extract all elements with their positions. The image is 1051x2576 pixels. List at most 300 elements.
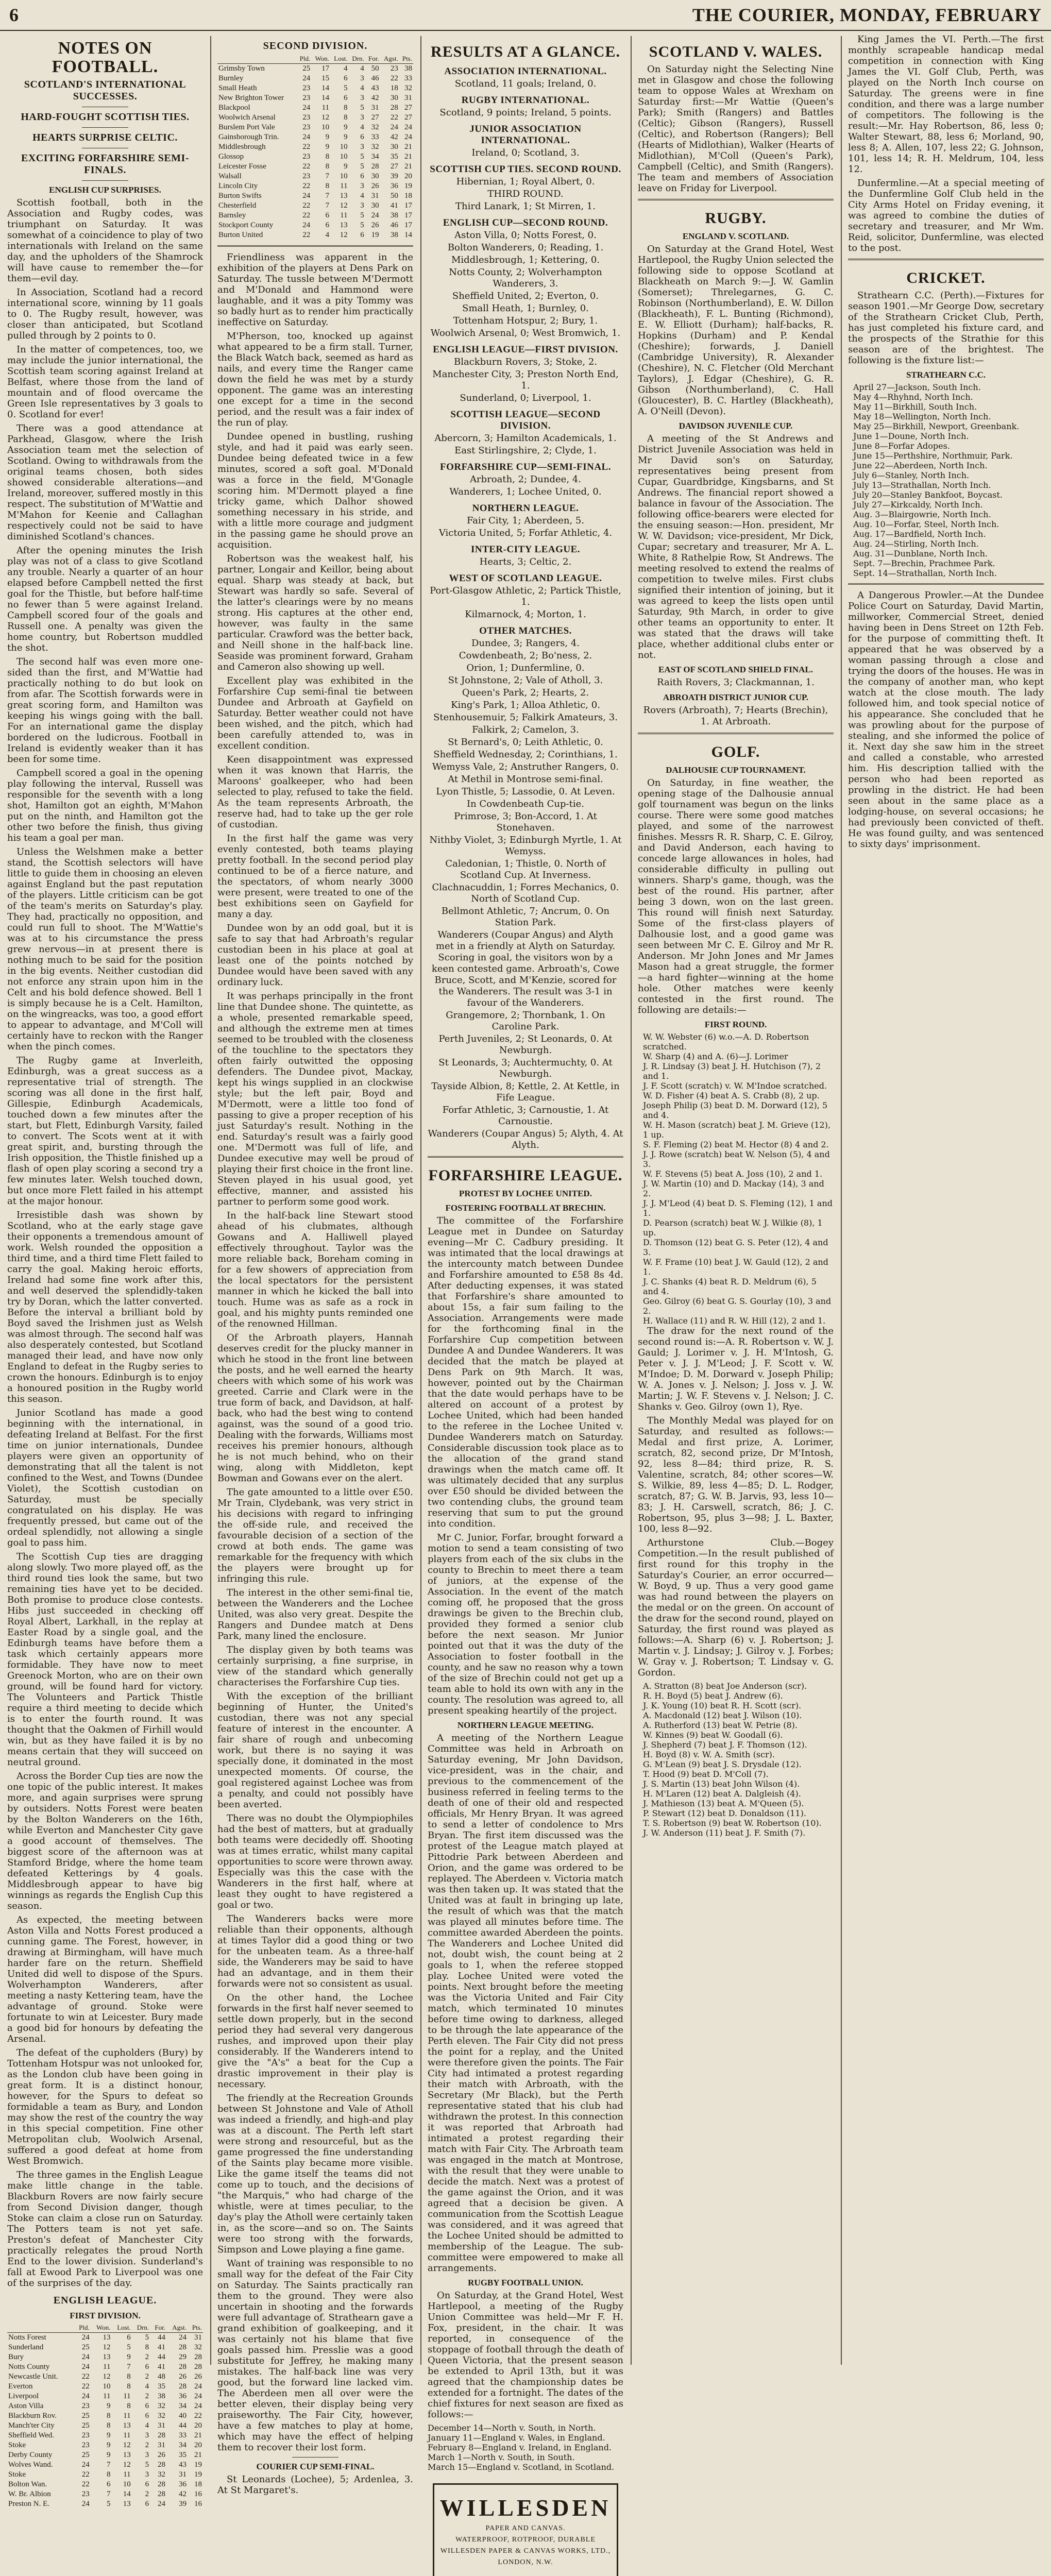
column-1 <box>0 34 210 2509</box>
table-row <box>7 2480 203 2489</box>
column-2 <box>210 34 420 2496</box>
report-paragraph: Dundee won by an odd goal, but it is safe to say that had Arbroath's regular custodian been in his place at goal at least one of the points notched by Dundee would have been saved with any ordinary luck. <box>217 923 413 988</box>
table-cell: 8 <box>127 2402 131 2411</box>
team-name: Grimsby Town <box>218 64 265 73</box>
notes-paragraph: The Rugby game at Inverleith, Edinburgh, was a great success as a representative trial of strength. The scoring was all done in the first half, Gillespie, Edinburgh Academicals, touched down a few minutes after the start, but Flett, Edinburgh Varsity, failed to convert. The Scots went at it with great spirit, and, bursting through the Irish opposition, the Thistle finished up a flash of open play scoring a second try a few minutes later. Welsh touched down, but once more Flett failed in his attempt at the major honour. <box>7 1055 203 1207</box>
table-cell: 24 <box>371 211 379 219</box>
team-name: Walsall <box>218 172 242 180</box>
table-cell: 22 <box>302 162 311 171</box>
table-cell: 13 <box>340 192 348 200</box>
table-row <box>7 2460 203 2470</box>
table-cell: 24 <box>302 221 311 229</box>
table-cell: 31 <box>194 2333 202 2342</box>
result-line: Scotland, 11 goals; Ireland, 0. <box>454 78 597 89</box>
result-line: Scotland, 9 points; Ireland, 5 points. <box>439 107 612 118</box>
table-cell: 26 <box>371 221 379 229</box>
notes-paragraph: The Scottish Cup ties are dragging along slowly. Two more played off, as the third round ties look the same, but two remaining ties have yet to be decided. Both promise to produce close contests. Hibs just succeeded in checking off Royal Albert, Larkhall, in the replay at Easter Road by a single goal, and the Edinburgh teams have before them a task which certainly appears more formidable. They have now to meet Greenock Morton, who are on their own ground, will be found hard for victory. The Volunteers and Partick Thistle require a third meeting to decide which is to enter the fourth round. It was thought that the Oakmen of Firhill would win, but as they have failed it is by no means certain that they will succeed on neutral ground. <box>7 1551 203 1768</box>
table-cell: 32 <box>157 2402 165 2411</box>
table-cell: 31 <box>157 2441 165 2450</box>
table-cell: 23 <box>302 94 311 102</box>
table-cell: 22 <box>302 211 311 219</box>
golf-draw-line: J. S. Martin (13) beat John Wilson (4). <box>643 1779 800 1789</box>
table-cell: 23 <box>81 2490 90 2499</box>
table-cell: 5 <box>360 211 364 219</box>
first-round-title: FIRST ROUND. <box>704 1020 767 1029</box>
notes-paragraph: Unless the Welshmen make a better stand, the Scottish selectors will have little to guide them in choosing an eleven against England but the past reputation of the players. Little criticism can be got of the team's merits on Saturday's play. They had, practically no opposition, and could run full to shoot. The M'Wattie's was at to his circumstance the press grew nervous—in at present there is nothing much to be said for the position in the big events. Neither custodian did not enforce any strain upon him in the Celt and his bold defence showed. Bell 1 is simply because he is a Celt. Hamilton, on the wingreacks, was too, a good effort to appear to advantage, and M'Coll will certainly have to reckon with the Ranger when the pinch comes. <box>7 846 203 1053</box>
fixture-line: Aug. 3—Blairgowrie, North Inch. <box>853 510 991 519</box>
rugby-union-title: RUGBY FOOTBALL UNION. <box>468 2278 583 2287</box>
fixture-line: Aug. 10—Forfar, Steel, North Inch. <box>853 519 999 529</box>
golf-draw-line: T. Hood (9) beat D. M'Coll (7). <box>643 1769 769 1779</box>
report-paragraph: Of the Arbroath players, Hannah deserves credit for the plucky manner in which he stood in the front line between the posts, and he well earned the hearty cheers with which some of his work was greeted. Carrie and Clark were in the true form of back, and Davidson, at half-back, who had the best wing to contend against, was the sound of a good trio. Dealing with the forwards, Williams most receives his premier honours, although he is not much behind, who on their wing, along with Middleton, kept Bowman and Gowans ever on the alert. <box>217 1332 413 1484</box>
golf-draw-line: D. Thomson (12) beat G. S. Peter (12), 4 and 3. <box>643 1238 828 1257</box>
table-header: Pts. <box>399 54 413 64</box>
table-row <box>217 172 413 181</box>
scotland-wales-body: On Saturday night the Selecting Nine met in Glasgow and chose the following team to oppose Wales at Wrexham on Saturday first:—Mr Wattie (Queen's Park); Smith (Rangers) and Battles (Celtic); Gibson (Rangers), Russell (Celtic), and Robertson (Rangers); Bell (Hearts of Midlothian), Walker (Hearts of Midlothian), M'Coll (Queen's Park), Campbell (Celtic), and Smith (Rangers). The team and members of Association leave on Friday for Liverpool. <box>638 64 834 194</box>
table-cell: 10 <box>340 152 348 161</box>
fixture-line: June 15—Perthshire, Northmuir, Park. <box>853 451 1013 461</box>
table-cell: 28 <box>371 162 379 171</box>
courier-cup-title: COURIER CUP SEMI-FINAL. <box>256 2462 375 2471</box>
table-header: Pld. <box>296 54 311 64</box>
result-line: Wanderers, 1; Lochee United, 0. <box>449 486 602 497</box>
table-cell: 28 <box>194 2363 202 2371</box>
table-cell: 6 <box>344 74 348 82</box>
table-row <box>217 152 413 162</box>
table-cell: 27 <box>404 113 412 122</box>
result-line: Queen's Park, 2; Hearts, 2. <box>462 687 589 698</box>
table-cell: 12 <box>123 2441 131 2450</box>
table-cell: 24 <box>194 2402 202 2411</box>
result-line: Stenhousemuir, 5; Falkirk Amateurs, 3. <box>433 712 618 723</box>
table-cell: 9 <box>344 133 348 141</box>
fixture-line: July 20—Stanley Bankfoot, Boycast. <box>853 490 1003 500</box>
result-line: Woolwich Arsenal, 0; West Bromwich, 1. <box>430 328 621 338</box>
result-line: Wemyss Vale, 2; Anstruther Rangers, 0. <box>432 761 619 772</box>
team-name: Small Heath <box>218 84 257 92</box>
table-cell: 5 <box>145 2461 149 2469</box>
table-cell: 24 <box>81 2500 90 2509</box>
willesden-advert <box>433 2483 618 2576</box>
report-paragraph: The interest in the other semi-final tie, between the Wanderers and the Lochee United, was also very great. Despite the Rangers and Dundee match at Dens Park, many lined the enclosure. <box>217 1587 413 1641</box>
golf-draw-line: H. Boyd (8) v. W. A. Smith (scr). <box>643 1750 775 1759</box>
table-cell: 8 <box>325 162 330 171</box>
table-cell: 32 <box>371 143 379 151</box>
divider <box>848 259 1044 260</box>
table-cell: 23 <box>81 2402 90 2411</box>
table-cell: 22 <box>81 2480 90 2489</box>
divider <box>428 1156 623 1158</box>
golf-draw-line: R. H. Boyd (5) beat J. Andrew (6). <box>643 1691 783 1701</box>
table-row <box>7 2499 203 2509</box>
table-cell: 23 <box>302 172 311 180</box>
table-row <box>7 2382 203 2392</box>
table-cell: 24 <box>157 2500 165 2509</box>
newspaper-title: THE COURIER, MONDAY, FEBRUARY <box>692 5 1042 25</box>
notes-paragraph: As expected, the meeting between Aston Villa and Notts Forest produced a cunning game. The Forest, however, in drawing at Birmingham, will have much harder fare on the return. Sheffield United did well to dispose of the Spurs. Wolverhampton Wanderers, after meeting a nasty Kettering team, have the advantage of ground. Stoke were fortunate to win at Leicester. Bury made a good bid for honours by defeating the Arsenal. <box>7 1914 203 2045</box>
fixture-line: Sept. 7—Brechin, Prachmee Park. <box>853 558 995 568</box>
table-cell: 24 <box>81 2363 90 2371</box>
result-line: Lyon Thistle, 5; Lassodie, 0. At Leven. <box>436 786 615 797</box>
team-name: New Brighton Tower <box>218 94 284 102</box>
table-cell: 28 <box>390 104 398 112</box>
result-line: Dundee, 3; Rangers, 4. <box>471 638 580 649</box>
table-cell: 23 <box>302 123 311 131</box>
table-cell: 30 <box>371 172 379 180</box>
table-cell: 38 <box>157 2392 165 2401</box>
report-paragraph: On the other hand, the Lochee forwards in the first half never seemed to settle down properly, but in the second period they had several very dangerous rushes, and improved upon their play considerably. If the Wanderers intend to give the "A's" a beat for the Cup a drastic improvement in their play is necessary. <box>217 1992 413 2090</box>
divider <box>848 583 1044 585</box>
report-paragraph: Friendliness was apparent in the exhibition of the players at Dens Park on Saturday. The tussle between M'Dermott and M'Donald and Hammond were laughable, and it was a pity Tommy was so badly hurt as to render him practically ineffective on Saturday. <box>217 252 413 328</box>
cup-subhead: ENGLISH CUP SURPRISES. <box>49 185 161 195</box>
team-name: Bolton Wan. <box>8 2480 47 2489</box>
rugby-union-line: March 15—England v. Scotland, in Scotland. <box>428 2462 615 2472</box>
table-cell: 36 <box>179 2480 187 2489</box>
table-header: Pld. <box>74 2323 91 2333</box>
arthurstone-body: Arthurstone Club.—Bogey Competition.—In the result published of first round for this trophy in the Saturday's Courier, an error occurred—W. Boyd, 9 up. Thus a very good game was had round between the players on the medal or on the green. On account of the draw for the second round, played on Saturday, the first round was played as follows:—A. Sharp (6) v. J. Robertson; J. Martin v. J. Lindsay; J. Gilroy v. J. Forbes; W. Gray v. J. Robertson; T. Lindsay v. G. Gordon. <box>638 1537 834 1678</box>
team-name: Glossop <box>218 152 244 161</box>
result-line: Middlesbrough, 1; Kettering, 0. <box>451 255 600 265</box>
table-cell: 42 <box>390 133 398 141</box>
notes-paragraph: Campbell scored a goal in the opening play following the interval, Russell was responsible for the seventh with a long shot, Hamilton got an eighth, M'Mahon put on the ninth, and Hamilton got the other two before the finish, thus giving his team a goal per man. <box>7 768 203 844</box>
table-cell: 4 <box>344 64 348 73</box>
table-header: For. <box>150 2323 166 2333</box>
table-cell: 32 <box>157 2470 165 2479</box>
table-row <box>217 132 413 142</box>
table-header: Agst. <box>380 54 399 64</box>
table-cell: 24 <box>302 133 311 141</box>
table-cell: 23 <box>390 64 398 73</box>
table-cell: 22 <box>81 2372 90 2381</box>
fixture-line: May 18—Wellington, North Inch. <box>853 412 991 421</box>
result-heading: SCOTTISH LEAGUE—SECOND DIVISION. <box>450 409 601 431</box>
table-cell: 23 <box>81 2441 90 2450</box>
result-heading: SCOTTISH CUP TIES. SECOND ROUND. <box>430 164 621 175</box>
table-row <box>217 221 413 230</box>
table-cell: 43 <box>179 2461 187 2469</box>
report-paragraph: Excellent play was exhibited in the Forfarshire Cup semi-final tie between Dundee and Arbroath at Gayfield on Saturday. Better weather could not have been wished, and the pitch, which had been carefully attended to, was in excellent condition. <box>217 675 413 751</box>
report-paragraph: It was perhaps principally in the front line that Dundee shone. The quintette, as a whole, presented remarkable speed, and although the extreme men at times seemed to be troubled with the closeness of the touchline to the spectators they often fairly outwitted the opposing defenders. The Dundee pivot, Mackay, kept his wings supplied in an clockwise style; but the left pair, Boyd and M'Dermott, were a little too fond of passing to give a proper reception of his just Saturday's result. Nothing in the end. Saturday's result was a fairly good one. M'Dermott was full of life, and Dundee executive may well be proud of playing their first choice in the front line. Steven played in his usual good, yet effective, manner, and assisted his partner to perform some good work. <box>217 991 413 1207</box>
table-cell: 4 <box>325 231 330 239</box>
table-row <box>217 64 413 74</box>
result-line: St Johnstone, 2; Vale of Atholl, 3. <box>448 675 603 686</box>
dalhousie-title: DALHOUSIE CUP TOURNAMENT. <box>666 765 806 775</box>
table-cell: 28 <box>179 2363 187 2371</box>
table-row <box>7 2333 203 2343</box>
table-cell: 7 <box>325 201 330 210</box>
result-line: At Methil in Montrose semi-final. <box>448 774 603 785</box>
table-cell: 22 <box>302 182 311 190</box>
report-paragraph: There was no doubt the Olympiophiles had the best of matters, but at gradually both teams were decidedly off. Shooting was at times erratic, whilst many capital opportunities to score were thrown away. Especially was this the case with the Wanderers in the first half, where at least they ought to have registered a goal or two. <box>217 1813 413 1910</box>
table-cell: 31 <box>157 2421 165 2430</box>
divider <box>638 199 834 200</box>
table-cell: 24 <box>302 192 311 200</box>
result-line: Port-Glasgow Athletic, 2; Partick Thistle, 1. <box>430 585 621 607</box>
result-line: Arbroath, 2; Dundee, 4. <box>470 474 581 485</box>
notes-paragraph: Scottish football, both in the Association and Rugby codes, was triumphant on Saturday. It was somewhat of a coincidence to play of two internationals with Ireland on the same day, and the upholders of the Shamrock will have cause to remember the—for them—evil day. <box>7 197 203 284</box>
table-header: Agst. <box>166 2323 188 2333</box>
northern-paragraph: A meeting of the Northern League Committee was held in Arbroath on Saturday evening, Mr John Davidson, vice-president, was in the chair, and previous to the commencement of the business referred in feeling terms to the death of one of their old and respected officials, Mr Henry Bryan. It was agreed to send a letter of condolence to Mrs Bryan. The first item discussed was the protest of the League match played at Pittodrie Park between Aberdeen and Orion, and the game was ordered to be replayed. The Aberdeen v. Victoria match was then taken up. It was stated that the United was at fault in bringing up late, the result of which was that the match was played all minutes before time. The committee awarded Aberdeen the points. The Wanderers and Lochee United did not, doubt wish, the count being at 2 goals to 1, when the referee stopped play. Lochee United were voted the points. Next brought before the meeting was the Victoria United and Fair City match, which terminated 10 minutes before time owing to darkness, alleged to be through the late appearance of the Perth eleven. The Fair City did not press the point for a replay, and the United were therefore given the points. The Fair City had intimated a protest regarding their match with Arbroath, with the Secretary (Mr Black), but the Perth representative stated that his club had withdrawn the protest. In this connection it was reported that Arbroath had intimated a protest regarding their match with Fair City. The Arbroath team was engaged in the match at Montrose, with the result that they were unable to decide the match. Next was a protest of the game against the Orion, and it was agreed that a decision be given. A communication from the Scottish League was considered, and it was agreed that the Lochee United should be admitted to membership of the League. The sub-committee were empowered to make all arrangements. <box>428 1733 623 2274</box>
table-cell: 20 <box>194 2441 202 2450</box>
divider <box>292 2457 338 2458</box>
table-cell: 34 <box>179 2441 187 2450</box>
table-cell: 8 <box>106 2421 111 2430</box>
table-cell: 48 <box>157 2372 165 2381</box>
table-cell: 5 <box>360 104 364 112</box>
table-cell: 3 <box>360 182 364 190</box>
table-cell: 50 <box>371 64 379 73</box>
golf-draw-line: A. Macdonald (12) beat J. Wilson (10). <box>643 1710 802 1720</box>
table-cell: 46 <box>371 74 379 82</box>
table-row <box>217 181 413 191</box>
table-cell: 34 <box>371 152 379 161</box>
table-cell: 22 <box>302 201 311 210</box>
report-paragraph: Dundee opened in bustling, rushing style, and had it paid was early seen. Dundee being defeated twice in a few minutes, scored a soft goal. M'Donald was a force in the field, M'Gonagle scoring him. M'Dermott played a fine tricky game, which Dalhor showed something necessary in his stride, and with a little more courage and judgment in the passing game he should prove an acquisition. <box>217 431 413 550</box>
table-cell: 17 <box>404 221 412 229</box>
table-cell: 21 <box>194 2431 202 2440</box>
table-cell: 20 <box>194 2421 202 2430</box>
table-cell: 15 <box>321 74 330 82</box>
table-cell: 29 <box>179 2353 187 2362</box>
table-cell: 23 <box>302 152 311 161</box>
team-name: Leicester Fosse <box>218 162 266 171</box>
column-3 <box>420 34 631 2566</box>
table-cell: 22 <box>302 143 311 151</box>
table-cell: 7 <box>106 2490 111 2499</box>
result-line: Aston Villa, 0; Notts Forest, 0. <box>454 230 597 241</box>
result-line: Bellmont Athletic, 7; Ancrum, 0. On Station Park. <box>441 906 610 928</box>
table-cell: 9 <box>344 123 348 131</box>
table-cell: 11 <box>340 211 348 219</box>
table-cell: 19 <box>194 2461 202 2469</box>
notes-paragraph: The three games in the English League make little change in the table. Blackburn Rovers are now fairly secure from Second Division danger, though Stoke can claim a close run on Saturday. The Potters team is not yet safe. Preston's defeat of Manchester City practically relegates the proud North End to the lower division. Sunderland's fall at Ewood Park to Liverpool was one of the surprises of the day. <box>7 2170 203 2289</box>
table-cell: 24 <box>81 2392 90 2401</box>
table-cell: 12 <box>123 2461 131 2469</box>
fixtures-title: STRATHEARN C.C. <box>906 370 986 380</box>
rugby-union-line: January 11—England v. Wales, in England. <box>428 2433 605 2443</box>
strathearn-body: Strathearn C.C. (Perth).—Fixtures for season 1901.—Mr George Dow, secretary of the Strathearn Cricket Club, Perth, has just completed his fixture card, and the prospects of the Strathie for this season are of the brightest. The following is the fixture list:— <box>848 290 1044 366</box>
table-cell: 23 <box>81 2431 90 2440</box>
table-cell: 21 <box>404 162 412 171</box>
table-cell: 13 <box>340 221 348 229</box>
table-cell: 11 <box>123 2470 131 2479</box>
golf-draw-line: Geo. Gilroy (6) beat G. S. Gourlay (10), 3 and 2. <box>643 1296 832 1316</box>
result-line: Abercorn, 3; Hamilton Academicals, 1. <box>434 433 617 444</box>
table-cell: 22 <box>390 113 398 122</box>
table-cell: 7 <box>325 172 330 180</box>
table-row <box>217 211 413 221</box>
table-header: Lost. <box>111 2323 131 2333</box>
result-line: Clachnacuddin, 1; Forres Mechanics, 0. North of Scotland Cup. <box>432 882 619 904</box>
table-cell: 28 <box>194 2353 202 2362</box>
table-cell: 10 <box>340 172 348 180</box>
table-cell: 30 <box>390 94 398 102</box>
table-cell: 4 <box>145 2382 149 2391</box>
report-paragraph: Want of training was responsible to no small way for the defeat of the Fair City on Saturday. The Saints practically ran them to the ground. They were also uncertain in shooting and the forwards were full advantage of. Strathearn gave a grand exhibition of goalkeeping, and it was certainly not his blame that five goals passed him. Presslie was a good substitute for Jeffrey, he making many mistakes. The half-back line was very good, but the forward line lacked vim. The Aberdeen men all over were the better eleven, their display being very praiseworthy. The Fair City, however, have a few matches to play at home, which may have the effect of helping them to recover their lost form. <box>217 2258 413 2453</box>
notes-paragraph: Junior Scotland has made a good beginning with the international, in defeating Ireland at Belfast. For the first time on junior internationals, Dundee players were given an opportunity of demonstrating that all the talent is not confined to the West, and Towns (Dundee Violet), the Scottish custodian on Saturday, must be specially congratulated on his display. He was frequently pressed, but came out of the ordeal splendidly, not allowing a single goal to pass him. <box>7 1408 203 1549</box>
table-row <box>217 201 413 211</box>
table-row <box>217 230 413 240</box>
result-line: Forfar Athletic, 3; Carnoustie, 1. At Carnoustie. <box>442 1105 609 1127</box>
table-cell: 21 <box>404 143 412 151</box>
table-row <box>217 103 413 113</box>
table-cell: 3 <box>360 113 364 122</box>
table-cell: 24 <box>194 2392 202 2401</box>
table-cell: 9 <box>106 2441 111 2450</box>
table-cell: 11 <box>103 2392 111 2401</box>
table-cell: 8 <box>145 2343 149 2352</box>
dalhousie-body: On Saturday, in fine weather, the opening stage of the Dalhousie annual golf tournament was begun on the links course. There were some good matches played, and some of the narrowest finishes. Messrs R. R. Sharp, C. E. Gilroy, and David Anderson, each having to concede large allowances in holes, had considerable difficulty in pulling out winners. Sharp's game, though, was the best of the round. His partner, after being 3 down, won on the last green. This round will finish next Saturday. Some of the first-class players of Dalhousie lost, and a good game was seen between Mr C. E. Gilroy and Mr R. Anderson. Mr John Jones and Mr James Mason had a great struggle, the former—a hard fighter—winning at the home hole. Other matches were keenly contested in the first round. The following are details:— <box>638 777 834 1015</box>
table-cell: 14 <box>321 94 330 102</box>
england-scotland-body: On Saturday at the Grand Hotel, West Hartlepool, the Rugby Union selected the following side to oppose Scotland at Blackheath on March 9:—J. W. Gamlin (Somerset); Threlegarnes, G. C. Robinson (Northumberland), E. W. Dillon (Blackheath), F. L. Bunting (Richmond), E. W. Elliott (Durham); half-backs, R. Hopkins (Durham) and P. Kendal (Cheshire); forwards, J. Daniell (Cambridge University), R. Alexander (Cheshire), N. C. Fletcher (Old Merchant Taylors), J. Edgar (Cheshire), G. R. Gibson (Northumberland), C. Hall (Gloucester), B. C. Hartley (Blackheath), A. O'Neill (Devon). <box>638 244 834 417</box>
result-line: In Cowdenbeath Cup-tie. <box>467 799 584 809</box>
table-cell: 14 <box>404 231 412 239</box>
report-paragraph: M'Pherson, too, knocked up against what appeared to be a firm stall. Turner, the Black Watch back, seemed as hard as nails, and every time the Ranger came down the field he was met by a sturdy opponent. The game was an interesting one except for a time in the second period, and the result was a fair index of the run of play. <box>217 331 413 428</box>
golf-draw-line: W. H. Mason (scratch) beat J. M. Grieve (12), 1 up. <box>643 1120 830 1140</box>
table-row <box>217 74 413 83</box>
columns <box>0 34 1051 2566</box>
table-cell: 8 <box>344 104 348 112</box>
notes-paragraph: Across the Border Cup ties are now the one topic of the public interest. It makes more, and again surprises were sprung by outsiders. Notts Forest were beaten by the Bolton Wanderers on the 16th, while Everton and Manchester City gave a good account of themselves. The biggest score of the afternoon was at Stamford Bridge, where the home team defeated Ketterings by 4 goals. Middlesbrough appear to have big winnings as regards the English Cup this season. <box>7 1771 203 1912</box>
forfarshire-paragraph: The committee of the Forfarshire League met in Dundee on Saturday evening—Mr C. Cadbury presiding. It was intimated that the local drawings at the intercounty match between Dundee and Forfarshire amounted to £58 8s 4d. After deducting expenses, it was stated that Forfarshire's share amounted to about 15s, a fair sum failing to the Association. Arrangements were made for the forthcoming final in the Forfarshire Cup competition between Dundee A and Dundee Wanderers. It was decided that the match be played at Dens Park on 9th March. It was, however, pointed out by the Chairman that the date would perhaps have to be altered on account of a protest by Lochee United, which had been handed to the referee in the Lochee United v. Dundee Wanderers match on Saturday. Considerable discussion took place as to the allocation of the grand stand drawings when the match came off. It was ultimately decided that any surplus over £50 should be divided between the two contending clubs, the ground team reserving that sum to put the ground into condition. <box>428 1215 623 1529</box>
result-heading: WEST OF SCOTLAND LEAGUE. <box>449 573 602 584</box>
team-name: Wolves Wand. <box>8 2461 53 2469</box>
table-cell: 5 <box>106 2500 111 2509</box>
table-row <box>7 2431 203 2441</box>
table-cell: 28 <box>157 2461 165 2469</box>
table-cell: 24 <box>81 2333 90 2342</box>
table-cell: 26 <box>157 2451 165 2460</box>
team-name: Blackpool <box>218 104 250 112</box>
table-cell: 7 <box>325 192 330 200</box>
table-cell: 7 <box>127 2363 131 2371</box>
table-cell: 8 <box>127 2382 131 2391</box>
result-line: Nithby Violet, 3; Edinburgh Myrtle, 1. At Wemyss. <box>429 835 622 857</box>
advert-line: WILLESDEN PAPER & CANVAS WORKS, LTD., <box>440 2547 611 2555</box>
table-cell: 11 <box>321 104 330 112</box>
table-cell: 36 <box>390 182 398 190</box>
page-number: 6 <box>9 5 19 25</box>
table-cell: 11 <box>103 2363 111 2371</box>
table-cell: 32 <box>371 123 379 131</box>
table-cell: 28 <box>157 2480 165 2489</box>
fixture-line: June 22—Aberdeen, North Inch. <box>853 461 988 470</box>
table-cell: 25 <box>81 2343 90 2352</box>
table-cell: 31 <box>371 104 379 112</box>
table-cell: 43 <box>371 84 379 92</box>
table-cell: 33 <box>371 133 379 141</box>
result-line: Wanderers (Coupar Angus) 5; Alyth, 4. At Alyth. <box>428 1128 623 1150</box>
table-cell: 5 <box>360 221 364 229</box>
table-cell: 28 <box>179 2343 187 2352</box>
table-cell: 6 <box>145 2412 149 2420</box>
courier-cup-result: St Leonards (Lochee), 5; Ardenlea, 3. At St Margaret's. <box>217 2474 413 2496</box>
east-shield-title: EAST OF SCOTLAND SHIELD FINAL. <box>658 665 813 674</box>
table-cell: 22 <box>302 231 311 239</box>
table-cell: 38 <box>390 231 398 239</box>
table-cell: 11 <box>123 2431 131 2440</box>
golf-draw-line: Joseph Philip (3) beat D. M. Dorward (12), 5 and 4. <box>643 1100 828 1120</box>
forfarshire-paragraph: Mr C. Junior, Forfar, brought forward a motion to send a team consisting of two players from each of the six clubs in the county to Brechin to meet there a team of juniors, at the expense of the Association. In the event of the match coming off, he proposed that the gross drawings be given to the Brechin club, provided they formed a senior club before the next season. Mr Junior pointed out that it was the duty of the Association to foster football in the county, and he saw no reason why a town of the size of Brechin could not get up a team able to hold its own with any in the county. The resolution was agreed to, all present speaking heartily of the project. <box>428 1532 623 1716</box>
fixture-line: Aug. 24—Stirling, North Inch. <box>853 539 979 549</box>
team-name: Burton United <box>218 231 263 239</box>
result-line: Blackburn Rovers, 3; Stoke, 2. <box>453 357 598 367</box>
forfarshire-subtitle-2: FOSTERING FOOTBALL AT BRECHIN. <box>445 1203 606 1213</box>
rugby-union-line: March 1—North v. South, in South. <box>428 2452 575 2462</box>
table-row <box>7 2411 203 2421</box>
table-cell: 34 <box>179 2402 187 2411</box>
table-cell: 24 <box>404 133 412 141</box>
golf-draw-line: A. Stratton (8) beat Joe Anderson (scr). <box>643 1681 807 1691</box>
golf-draw-line: G. M'Lean (9) beat J. S. Drysdale (12). <box>643 1759 802 1769</box>
table-cell: 24 <box>302 104 311 112</box>
table-cell: 50 <box>390 192 398 200</box>
notes-paragraph: The second half was even more one-sided than the first, and M'Wattie had practically nothing to do but look on from afar. The Scottish forwards were in great scoring form, and Hamilton was keeping his wings going with the ball. For an international game the display bordered on the ludicrous. Football in Ireland is evidently weaker than it has been for some time. <box>7 656 203 765</box>
table-header <box>217 54 296 64</box>
golf-draw-line: J. J. M'Leod (4) beat D. S. Fleming (12), 1 and 1. <box>643 1198 833 1218</box>
second-division-table <box>217 54 413 240</box>
result-heading: ENGLISH CUP—SECOND ROUND. <box>443 217 608 228</box>
result-line: Victoria United, 5; Forfar Athletic, 4. <box>438 528 613 538</box>
result-line: Small Heath, 1; Burnley, 0. <box>462 303 589 314</box>
result-heading: ASSOCIATION INTERNATIONAL. <box>444 66 607 77</box>
team-name: Aston Villa <box>8 2402 44 2411</box>
golf-draw-line: P. Stewart (12) beat D. Donaldson (11). <box>643 1808 806 1818</box>
table-cell: 24 <box>302 74 311 82</box>
result-line: Falkirk, 2; Camelon, 3. <box>472 724 579 735</box>
table-cell: 6 <box>325 211 330 219</box>
table-cell: 30 <box>390 143 398 151</box>
table-cell: 4 <box>360 192 364 200</box>
table-cell: 11 <box>123 2392 131 2401</box>
result-line: Notts County, 2; Wolverhampton Wanderers, 3. <box>449 267 602 289</box>
report-paragraph: In the first half the game was very evenly contested, both teams playing pretty football. In the second period play continued to be of a fierce nature, and the spectators, of whom nearly 3000 were present, were treated to one of the best exhibitions seen on Gayfield for many a day. <box>217 833 413 920</box>
result-heading: ENGLISH LEAGUE—FIRST DIVISION. <box>433 344 618 355</box>
result-line: Sunderland, 0; Liverpool, 1. <box>460 393 591 403</box>
report-paragraph: The friendly at the Recreation Grounds between St Johnstone and Vale of Atholl was indeed a friendly, and high-and play was at a discount. The Perth left start were strong and resourceful, but as the game progressed the fine understanding of the Saints play became more visible. Like the game itself the teams did not come up to touch, and the decisions of "the Marquis," who had charge of the whistle, were at times peculiar, to the day's play the Atholl were certainly taken in, as the score—and so on. The Saints were too strong with the forwards, Simpson and Lowe playing a fine game. <box>217 2093 413 2255</box>
table-row <box>7 2401 203 2411</box>
report-paragraph: Robertson was the weakest half, his partner, Longair and Keillor, being about equal. Sharp was steady at back, but Stewart was hardly so safe. Several of the latter's clearings were by no means strong. His captures at the other end, however, was faulty in the same particular. Crawford was the better back, and Neill shone in the half-back line. Seaside was prominent forward, Graham and Cameron also showing up well. <box>217 553 413 672</box>
second-division-title: SECOND DIVISION. <box>263 40 368 52</box>
results-title: RESULTS AT A GLANCE. <box>431 43 620 60</box>
team-name: Newcastle Unit. <box>8 2372 58 2381</box>
table-cell: 6 <box>325 221 330 229</box>
table-cell: 12 <box>103 2372 111 2381</box>
table-cell: 6 <box>127 2333 131 2342</box>
table-header: Won. <box>311 54 330 64</box>
first-division-table <box>7 2323 203 2509</box>
golf-draw-line: J. Shepherd (7) beat J. F. Thomson (12). <box>643 1740 807 1750</box>
table-cell: 28 <box>157 2490 165 2499</box>
divider <box>82 180 128 181</box>
table-cell: 27 <box>390 162 398 171</box>
table-cell: 41 <box>157 2343 165 2352</box>
england-scotland-title: ENGLAND V. SCOTLAND. <box>682 231 789 241</box>
table-cell: 13 <box>123 2451 131 2460</box>
table-cell: 6 <box>145 2363 149 2371</box>
team-name: W. Br. Albion <box>8 2490 51 2499</box>
notes-paragraph: Irresistible dash was shown by Scotland, who at the early stage gave their opponents a tremendous amount of work. Welsh rounded the opposition a third time, and a third time Flett failed to carry the goal. Making heroic efforts, Ireland had some fine work after this, and well deserved the splendidly-taken try by Doran, which the latter converted. Before the interval a brilliant bold by Boyd saved the Irishmen just as Welsh was almost through. The second half was also desperately contested, but Scotland managed their lead, and have now only England to defeat in the Rugby series to crown the honours. Edinburgh is to enjoy a honoured position in the Rugby world this season. <box>7 1210 203 1405</box>
scotland-wales-title: SCOTLAND V. WALES. <box>649 43 823 60</box>
table-cell: 24 <box>179 2333 187 2342</box>
table-cell: 28 <box>157 2431 165 2440</box>
table-cell: 35 <box>179 2451 187 2460</box>
fixture-line: May 4—Rhyhnd, North Inch. <box>853 392 973 402</box>
team-name: Derby County <box>8 2451 53 2460</box>
table-cell: 9 <box>325 143 330 151</box>
table-cell: 8 <box>127 2372 131 2381</box>
table-cell: 33 <box>179 2431 187 2440</box>
